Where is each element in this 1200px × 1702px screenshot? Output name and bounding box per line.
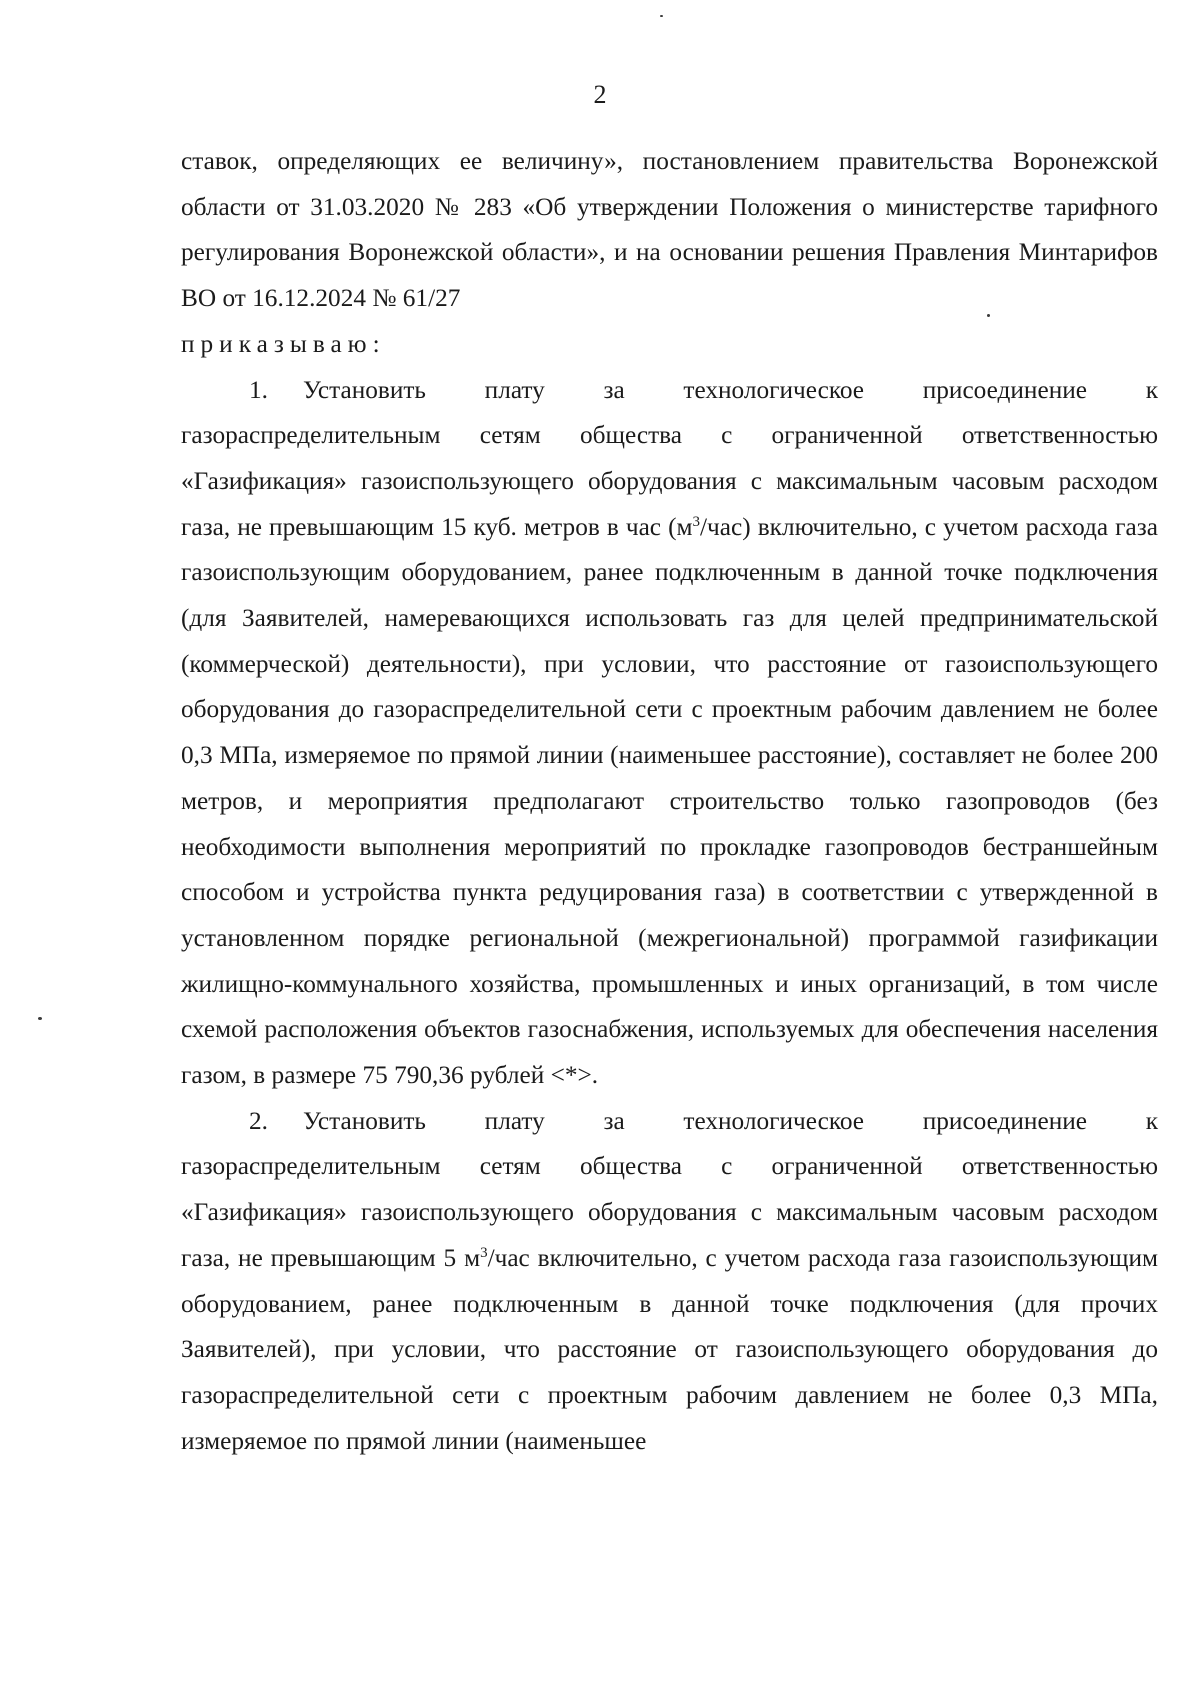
item-text: Установить плату за технологическое присоединение к газораспределительным сетям общества с ограниченной ответственностью «Газификация» газоиспользующего оборудования с максимальным часовым расходом газа, не превышающим 5 м bbox=[181, 1106, 1158, 1272]
page-number: 2 bbox=[593, 80, 607, 109]
scan-speck bbox=[38, 1017, 42, 1020]
item-text-continued: /час) включительно, с учетом расхода газа газоиспользующим оборудованием, ранее подключенным в данной точке подключения (для Заявителей, намеревающихся использовать газ для целей предпринимательской (коммерческой) деятельности), при условии, что расстояние от газоиспользующего оборудования до газораспределительной сети с проектным рабочим давлением не более 0,3 МПа, измеряемое по прямой линии (наименьшее расстояние), составляет не более 200 метров, и мероприятия предполагают строительство только газопроводов (без необходимости выполнения мероприятий по прокладке газопроводов бестраншейным способом и устройства пункта редуцирования газа) в соответствии с утвержденной в установленном порядке региональной (межрегиональной) программой газификации жилищно-коммунального хозяйства, промышленных и иных организаций, в том числе схемой расположения объектов газоснабжения, используемых для обеспечения населения газом, в размере 75 790,36 рублей <*>. bbox=[181, 512, 1158, 1090]
order-word: приказываю: bbox=[181, 329, 386, 358]
document-body bbox=[181, 139, 1158, 1464]
numbered-item bbox=[181, 368, 1158, 1099]
item-text: Установить плату за технологическое присоединение к газораспределительным сетям общества с ограниченной ответственностью «Газификация» газоиспользующего оборудования с максимальным часовым расходом газа, не превышающим 15 куб. метров в час (м bbox=[181, 375, 1158, 541]
numbered-item bbox=[181, 1099, 1158, 1465]
item-number: 1. bbox=[249, 375, 268, 404]
superscript: 3 bbox=[480, 1244, 488, 1261]
item-text-continued: /час включительно, с учетом расхода газа газоиспользующим оборудованием, ранее подключенным в данной точке подключения (для прочих Заявителей), при условии, что расстояние от газоиспользующего оборудования до газораспределительной сети с проектным рабочим давлением не более 0,3 МПа, измеряемое по прямой линии (наименьшее bbox=[181, 1243, 1158, 1455]
superscript: 3 bbox=[692, 513, 701, 530]
scan-speck bbox=[660, 15, 663, 17]
opening-paragraph: ставок, определяющих ее величину», постановлением правительства Воронежской области от 31.03.2020 № 283 «Об утверждении Положения о министерстве тарифного регулирования Воронежской области», и на основании решения Правления Минтарифов ВО от 16.12.2024 № 61/27 bbox=[181, 147, 1158, 313]
item-number: 2. bbox=[249, 1106, 268, 1135]
